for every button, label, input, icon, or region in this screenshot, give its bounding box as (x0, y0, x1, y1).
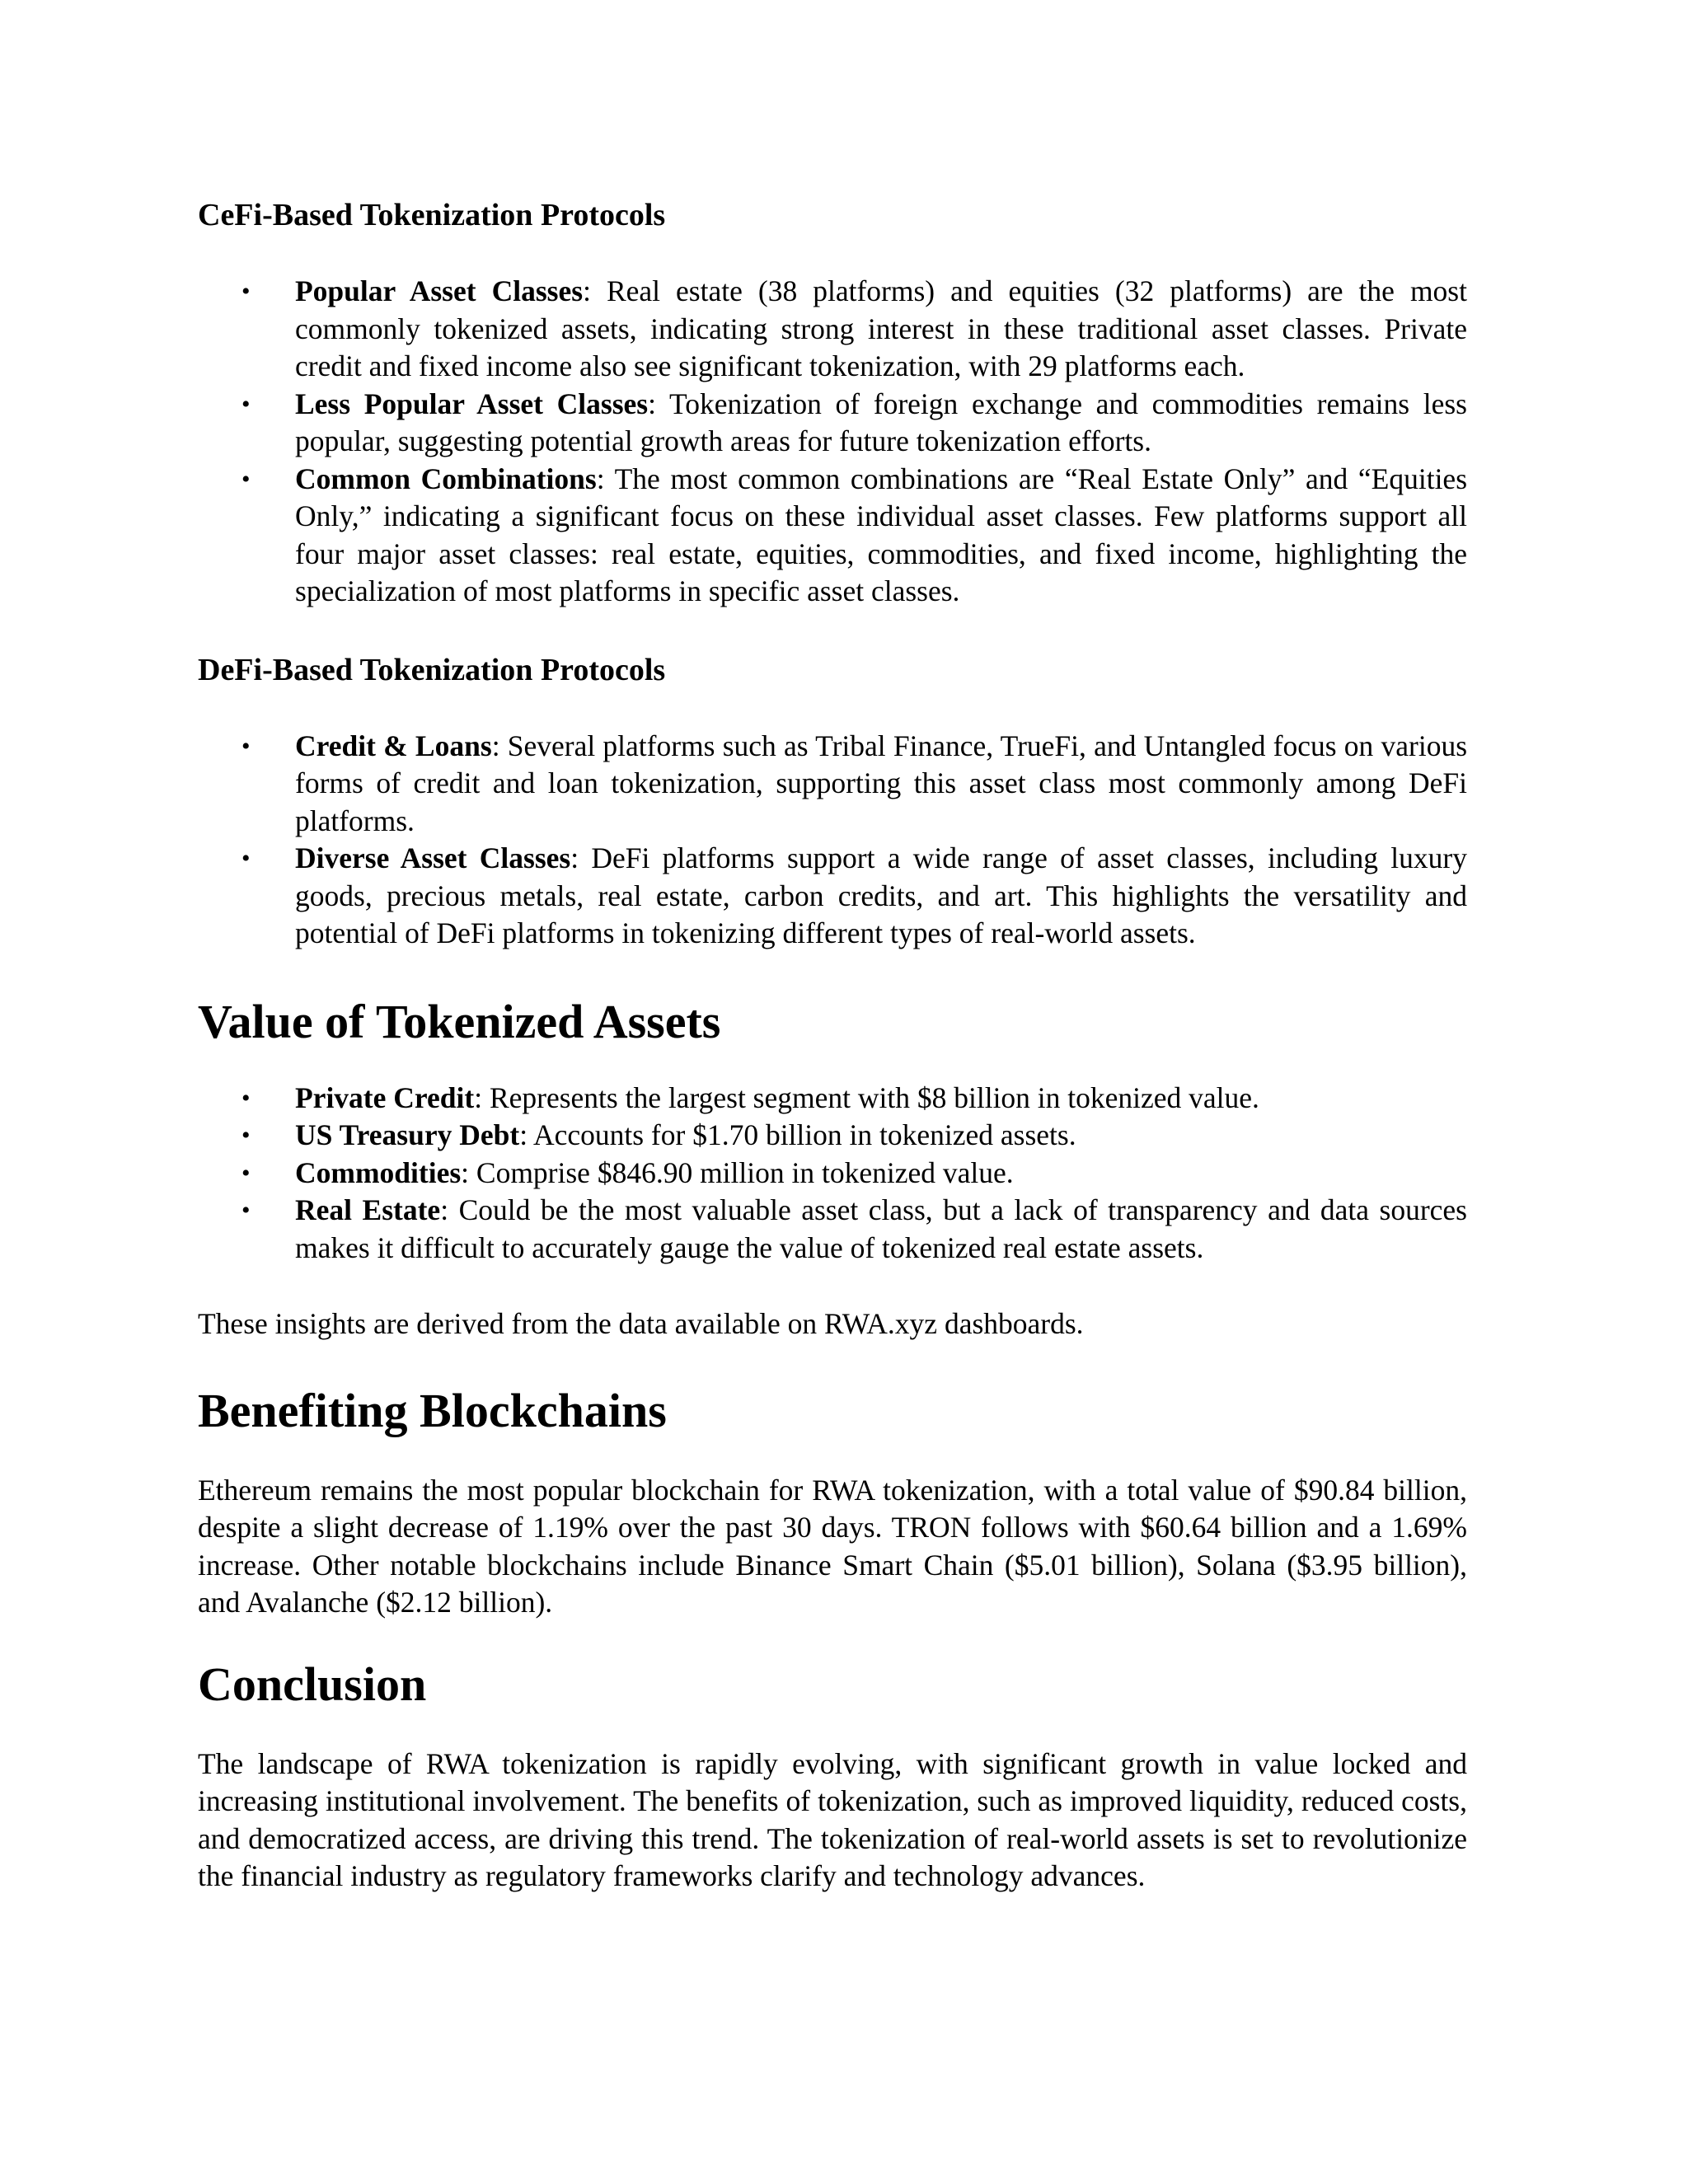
item-term: Commodities (295, 1155, 462, 1189)
defi-heading: DeFi-Based Tokenization Protocols (198, 652, 666, 687)
bullet-icon: • (241, 732, 251, 760)
item-text: : Real estate (38 platforms) and equities (32 platforms) are the most commonly tokenized assets, indicating strong interest in these traditional asset classes. Private credit and fixed income also see significant tokenization, with 29 platforms each. (295, 274, 1467, 382)
list-item (198, 461, 1467, 611)
item-text: : Could be the most valuable asset class, but a lack of transparency and data sources makes it difficult to accurately gauge the value of tokenized real estate assets. (295, 1193, 1467, 1264)
item-term: US Treasury Debt (295, 1118, 520, 1151)
list-item (198, 1155, 1467, 1193)
bullet-icon: • (241, 1122, 251, 1149)
value-list (198, 1080, 1467, 1268)
bullet-icon: • (241, 1197, 251, 1224)
list-item (198, 1192, 1467, 1267)
item-text: : DeFi platforms support a wide range of asset classes, including luxury goods, precious metals, real estate, carbon credits, and art. This highlights the versatility and potential of DeFi platforms in tokenizing different types of real-world assets. (295, 841, 1467, 949)
item-term: Private Credit (295, 1080, 475, 1114)
insights-paragraph: These insights are derived from the data available on RWA.xyz dashboards. (198, 1307, 1084, 1340)
item-term: Less Popular Asset Classes (295, 387, 649, 420)
item-text: : Accounts for $1.70 billion in tokenized assets. (519, 1118, 1076, 1151)
list-item (198, 840, 1467, 953)
list-item (198, 1117, 1467, 1155)
bullet-icon: • (241, 845, 251, 872)
list-item (198, 386, 1467, 461)
conclusion-paragraph: The landscape of RWA tokenization is rapidly evolving, with significant growth in value locked and increasing institutional involvement. The benefits of tokenization, such as improved liquidity, reduced costs, and democratized access, are driving this trend. The tokenization of real-world assets is set to revolutionize the financial industry as regulatory frameworks clarify and technology advances. (198, 1746, 1467, 1892)
item-term: Real Estate (295, 1193, 441, 1226)
cefi-list (198, 273, 1467, 611)
item-text: : Represents the largest segment with $8 billion in tokenized value. (474, 1080, 1259, 1114)
item-text: : The most common combinations are “Real Estate Only” and “Equities Only,” indicating a significant focus on these individual asset classes. Few platforms support all four major asset classes: real estate, equities, commodities, and fixed income, highlighting the specialization of most platforms in specific asset classes. (295, 462, 1468, 607)
cefi-heading: CeFi-Based Tokenization Protocols (198, 198, 666, 232)
item-text: : Tokenization of foreign exchange and commodities remains less popular, suggesting potential growth areas for future tokenization efforts. (295, 387, 1467, 457)
item-text: : Several platforms such as Tribal Finance, TrueFi, and Untangled focus on various forms of credit and loan tokenization, supporting this asset class most commonly among DeFi platforms. (295, 729, 1468, 837)
bullet-icon: • (241, 465, 251, 493)
blockchains-paragraph: Ethereum remains the most popular blockchain for RWA tokenization, with a total value of $90.84 billion, despite a slight decrease of 1.19% over the past 30 days. TRON follows with $60.64 billion and a 1.69% increase. Other notable blockchains include Binance Smart Chain ($5.01 billion), Solana ($3.95 billion), and Avalanche ($2.12 billion). (198, 1473, 1467, 1619)
blockchains-heading: Benefiting Blockchains (198, 1383, 667, 1437)
item-text: : Comprise $846.90 million in tokenized value. (461, 1155, 1014, 1189)
item-term: Common Combinations (295, 462, 597, 495)
value-heading: Value of Tokenized Assets (198, 994, 721, 1048)
defi-list (198, 728, 1467, 953)
bullet-icon: • (241, 1159, 251, 1187)
item-term: Popular Asset Classes (295, 274, 584, 307)
list-item (198, 1080, 1467, 1118)
list-item (198, 273, 1467, 386)
bullet-icon: • (241, 1084, 251, 1112)
conclusion-heading: Conclusion (198, 1657, 427, 1711)
list-item (198, 728, 1467, 841)
bullet-icon: • (241, 278, 251, 305)
bullet-icon: • (241, 390, 251, 418)
item-term: Credit & Loans (295, 729, 492, 762)
item-term: Diverse Asset Classes (295, 841, 571, 874)
